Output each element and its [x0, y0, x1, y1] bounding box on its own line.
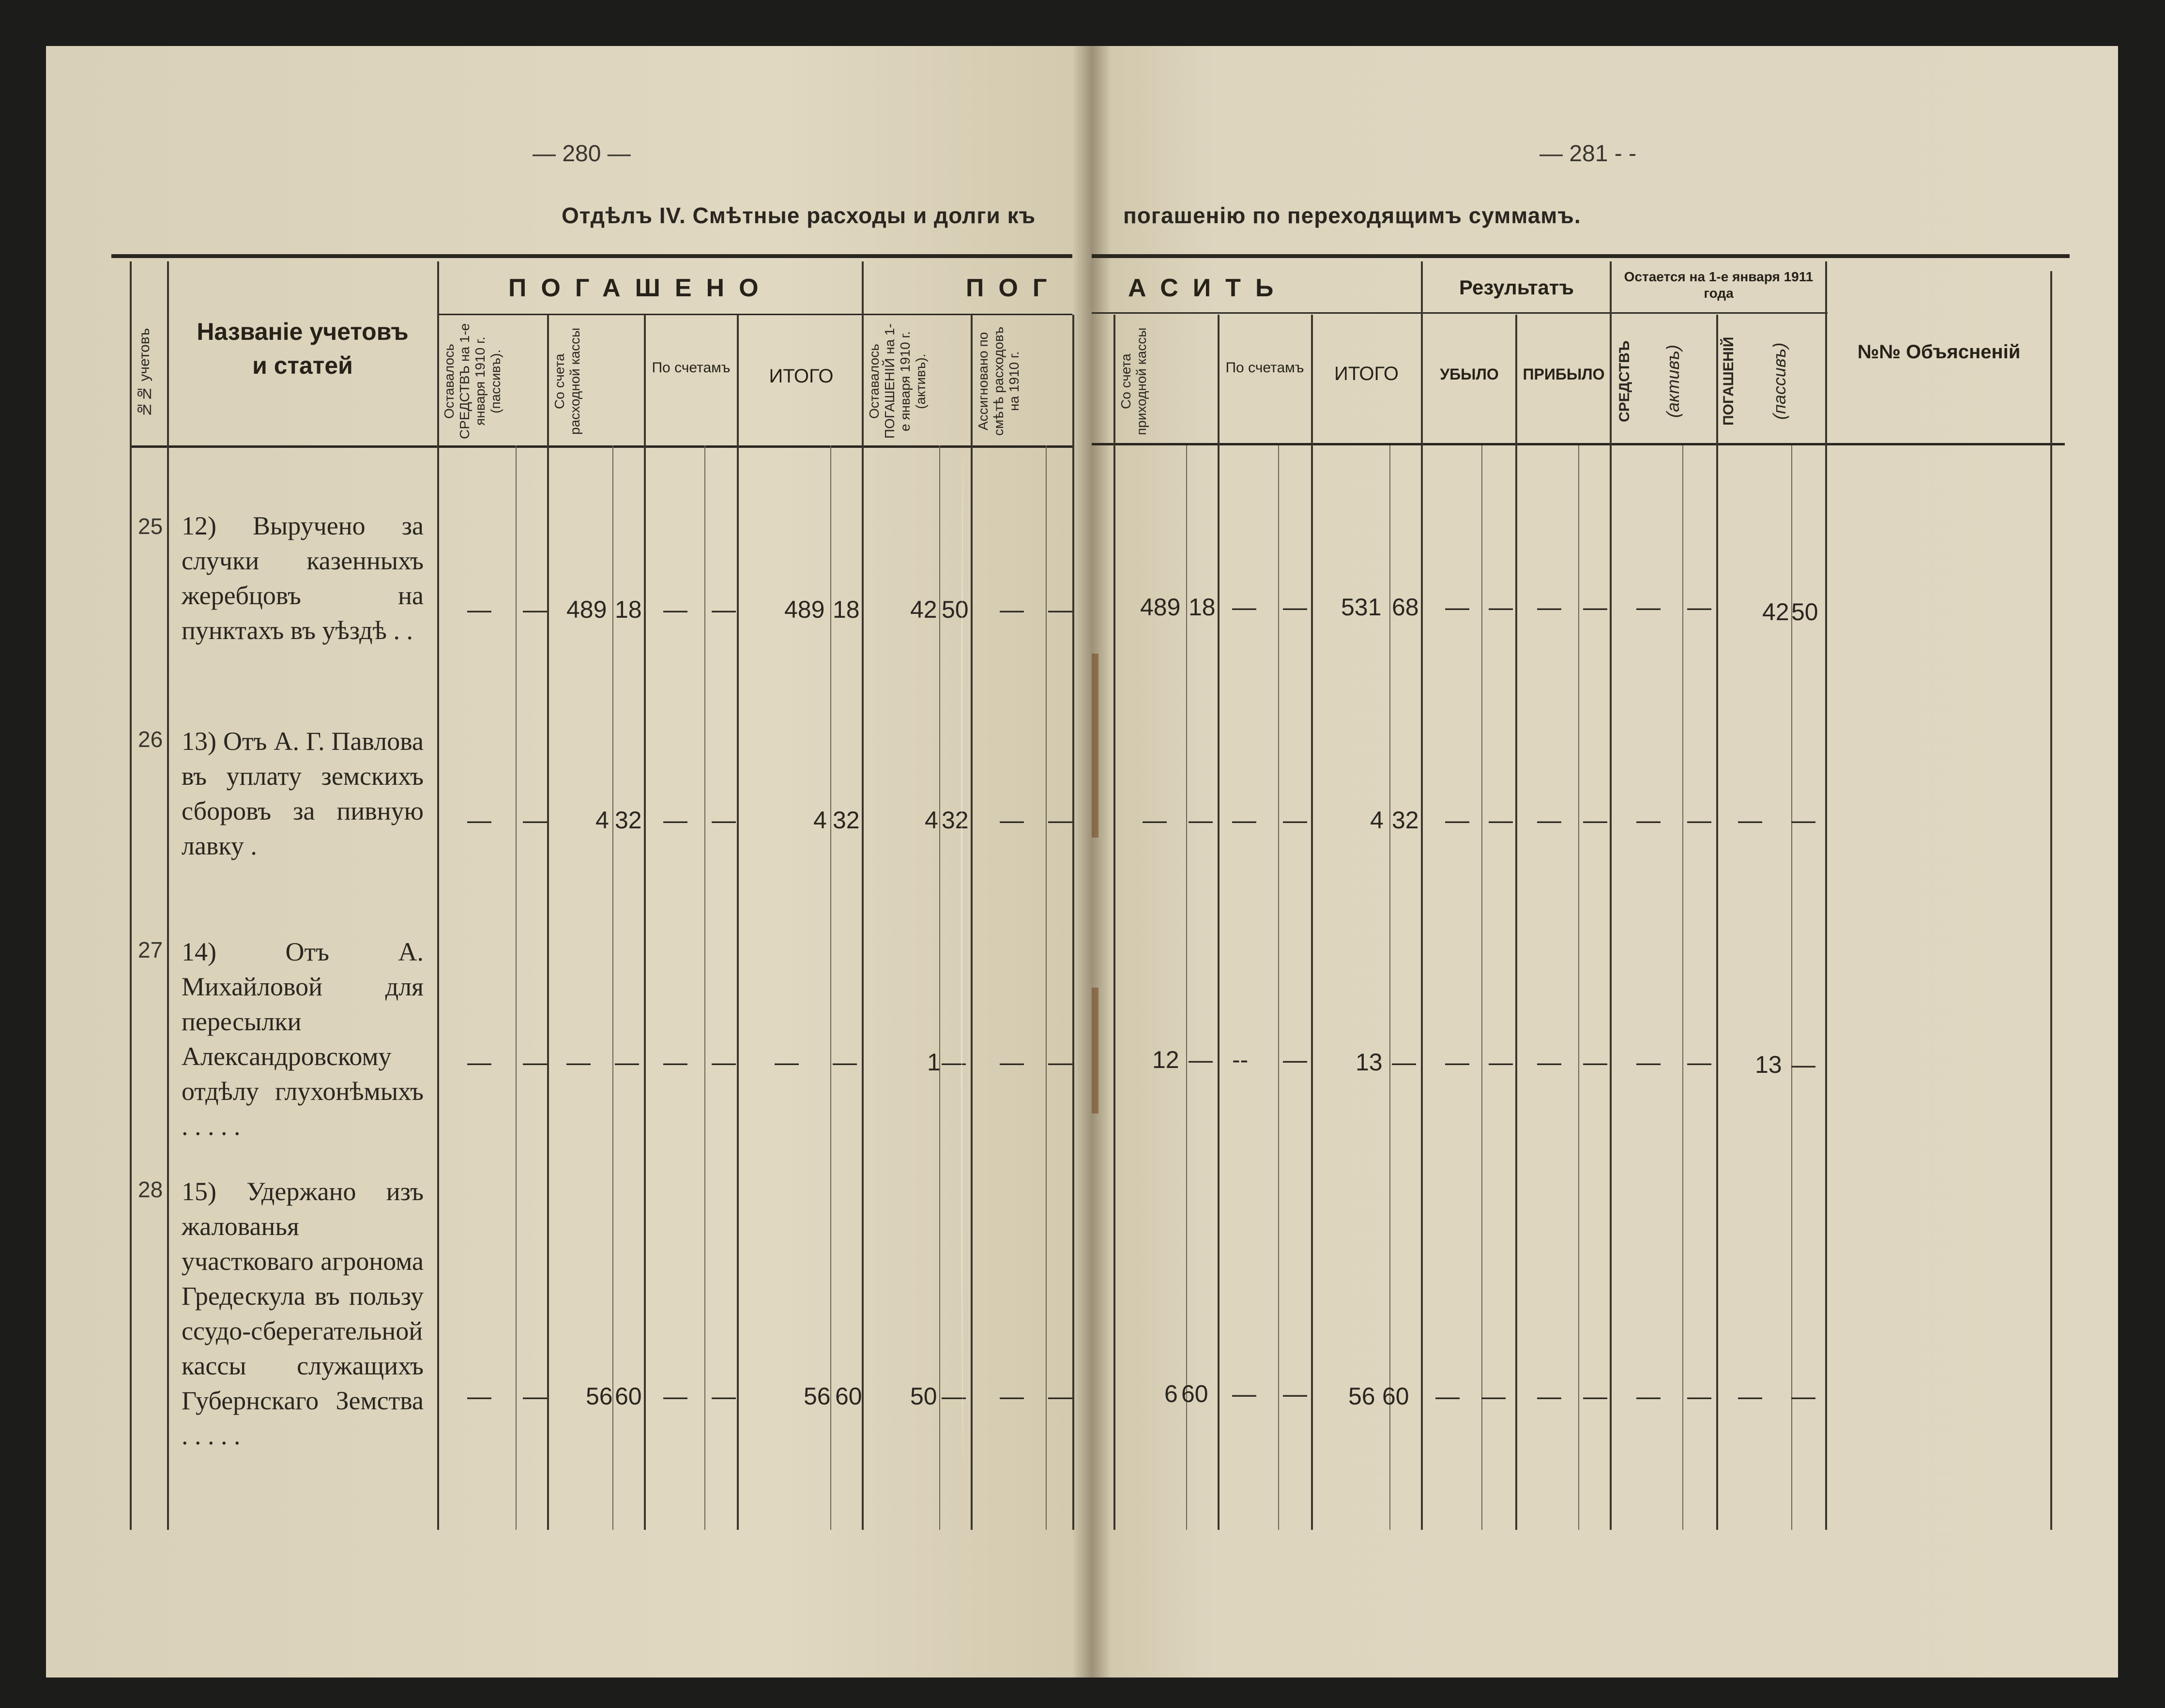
header-so-scheta-prihodnoy: Со счета приходной кассы — [1118, 327, 1149, 435]
col-line — [1515, 315, 1517, 1530]
cell-assign-k: — — [1048, 596, 1072, 623]
table-top-rule-right — [1092, 254, 2070, 258]
kopeck-line — [1389, 445, 1390, 1530]
col-line — [2050, 271, 2052, 1530]
cell-rashod-k: — — [615, 1049, 639, 1076]
cell-sredstv-k: — — [1687, 1383, 1711, 1410]
cell-sredstv-k: — — [1687, 1049, 1711, 1076]
cell-ost-sredstv: — — [467, 1049, 491, 1076]
cell-assign: — — [1000, 1383, 1024, 1410]
cell-pogash: 13 — [1755, 1051, 1782, 1078]
col-line — [1113, 315, 1115, 1530]
cell-r-itogo: 4 — [1370, 807, 1384, 834]
paper-crease — [961, 455, 967, 1462]
cell-r-itogo-k: 60 — [1382, 1383, 1409, 1410]
cell-ost-sredstv: — — [467, 1383, 491, 1410]
col-line — [1218, 315, 1220, 1530]
cell-sredstv-k: — — [1687, 594, 1711, 621]
cell-rashod: 56 — [586, 1383, 613, 1410]
kopeck-line — [516, 445, 517, 1530]
header-bottom-rule-left — [131, 445, 1072, 448]
header-itogo: ИТОГО — [769, 366, 834, 387]
cell-pogash-k: — — [1791, 807, 1815, 834]
cell-ubylo-k: — — [1489, 1049, 1513, 1076]
header-col-num: №№ учетовъ — [137, 328, 152, 418]
col-line — [437, 261, 439, 1530]
cell-pribylo: — — [1537, 807, 1561, 834]
cell-sredstv: — — [1636, 1049, 1661, 1076]
header-col-name-line2: и статей — [252, 352, 353, 379]
col-line — [547, 315, 549, 1530]
header-sredstv-note: (активъ) — [1663, 345, 1683, 418]
header-col-name-line1: Названіе учетовъ — [197, 318, 409, 345]
cell-assign: — — [1000, 596, 1024, 623]
cell-r-itogo: 531 — [1341, 594, 1382, 621]
cell-pribylo-k: — — [1583, 807, 1607, 834]
col-line — [1072, 315, 1074, 1530]
header-pogasheniy-note: (пассивъ) — [1769, 342, 1789, 420]
col-line — [1421, 261, 1423, 1530]
header-so-scheta-rashodnoy: Со счета расходной кассы — [552, 327, 582, 435]
cell-ost-pog-k: — — [942, 1383, 966, 1410]
binding-stain — [1092, 988, 1098, 1113]
cell-ost-sredstv-k: — — [523, 807, 547, 834]
cell-assign: — — [1000, 1049, 1024, 1076]
kopeck-line — [1578, 445, 1579, 1530]
cell-ost-sredstv-k: — — [523, 1049, 547, 1076]
cell-sredstv-k: — — [1687, 807, 1711, 834]
kopeck-line — [704, 445, 705, 1530]
header-r-itogo: ИТОГО — [1334, 363, 1399, 384]
cell-assign-k: — — [1048, 807, 1072, 834]
col-line — [1825, 261, 1827, 1530]
cell-ost-sredstv-k: — — [523, 1383, 547, 1410]
binding-stain — [1092, 654, 1098, 838]
cell-prihod-k: 60 — [1181, 1380, 1208, 1407]
header-group-pogasit-right: АСИТЬ — [1128, 274, 1288, 302]
cell-itogo-k: 18 — [833, 596, 860, 623]
cell-rashod: 4 — [595, 807, 609, 834]
col-line — [130, 261, 132, 1530]
section-title-right: погашенію по переходящимъ суммамъ. — [1123, 203, 1581, 228]
cell-pogash: 42 — [1762, 598, 1789, 625]
cell-pribylo: — — [1537, 1383, 1561, 1410]
cell-assign-k: — — [1048, 1383, 1072, 1410]
header-group-remain: Остается на 1-е января 1911 года — [1624, 269, 1814, 301]
cell-assign: — — [1000, 807, 1024, 834]
header-pribylo: ПРИБЫЛО — [1523, 366, 1605, 383]
header-r-po-schetam: По счетамъ — [1225, 360, 1304, 376]
header-po-schetam: По счетамъ — [652, 360, 731, 376]
kopeck-line — [1186, 445, 1187, 1530]
header-assignovano: Ассигновано по смѣтѣ расходовъ на 1910 г. — [976, 326, 1022, 436]
cell-r-po-schetam: — — [1232, 1380, 1256, 1407]
cell-r-itogo-k: 32 — [1392, 807, 1419, 834]
cell-r-po-schetam: — — [1232, 807, 1256, 834]
cell-pogash: — — [1738, 807, 1762, 834]
header-ostavalos-pogasheniy: Оставалось ПОГАШЕНІЙ на 1-е января 1910 г. (активъ). — [867, 323, 928, 439]
row-description: 14) Отъ А. Михайловой для пересылки Александровскому отдѣлу глухонѣмыхъ . . . . . — [182, 937, 424, 1141]
cell-sredstv: — — [1636, 594, 1661, 621]
cell-pogash-k: — — [1791, 1051, 1815, 1078]
col-line — [737, 315, 739, 1530]
cell-po-schetam-k: — — [712, 1049, 736, 1076]
kopeck-line — [1481, 445, 1482, 1530]
cell-pogash: — — [1738, 1383, 1762, 1410]
cell-pogash-k: — — [1791, 1383, 1815, 1410]
cell-rashod-k: 60 — [615, 1383, 642, 1410]
cell-sredstv: — — [1636, 1383, 1661, 1410]
col-line — [1716, 315, 1718, 1530]
col-line — [167, 261, 169, 1530]
cell-r-po-schetam-k: — — [1283, 1380, 1307, 1407]
col-line — [862, 261, 864, 1530]
section-title-left: Отдѣлъ IV. Смѣтные расходы и долги къ — [562, 203, 1036, 228]
row-description: 13) Отъ А. Г. Павлова въ уплату земскихъ сборовъ за пивную лавку . — [182, 727, 424, 860]
cell-ost-pog: 4 — [925, 807, 938, 834]
cell-itogo-k: 60 — [835, 1383, 862, 1410]
cell-pribylo: — — [1537, 1049, 1561, 1076]
header-group-pogasheno: ПОГАШЕНО — [508, 274, 773, 302]
row-description: 15) Удержано изъ жалованья участковаго агронома Гредескула въ пользу ссудо-сберегательной кассы служащихъ Губернскаго Земства . . . . . — [182, 1177, 424, 1450]
header-ubylo: УБЫЛО — [1440, 366, 1499, 383]
cell-pribylo-k: — — [1583, 594, 1607, 621]
cell-r-itogo: 13 — [1356, 1049, 1383, 1076]
cell-ubylo: — — [1435, 1383, 1460, 1410]
cell-rashod-k: 18 — [615, 596, 642, 623]
cell-ost-pog: 42 — [910, 596, 937, 623]
cell-ost-sredstv-k: — — [523, 596, 547, 623]
header-pogasheniy: ПОГАШЕНІЙ — [1721, 336, 1737, 426]
header-sredstv: СРЕДСТВЪ — [1616, 340, 1632, 422]
col-line — [644, 315, 646, 1530]
cell-prihod: 489 — [1140, 594, 1181, 621]
cell-itogo: — — [775, 1049, 799, 1076]
page-number-right: — 281 - - — [1540, 141, 1637, 167]
cell-prihod-k: — — [1189, 807, 1213, 834]
header-ostavalos-sredstv: Оставалось СРЕДСТВЪ на 1-е января 1910 г. (пассивъ). — [442, 323, 503, 440]
page-number-left: — 280 — — [533, 141, 631, 167]
cell-prihod-k: — — [1189, 1046, 1213, 1073]
cell-prihod: — — [1143, 807, 1167, 834]
cell-ost-sredstv: — — [467, 807, 491, 834]
cell-pogash-k: 50 — [1791, 598, 1818, 625]
cell-po-schetam-k: — — [712, 807, 736, 834]
cell-r-itogo-k: 68 — [1392, 594, 1419, 621]
cell-rashod: — — [566, 1049, 591, 1076]
cell-r-po-schetam-k: — — [1283, 1046, 1307, 1073]
row-number: 26 — [138, 727, 163, 752]
cell-itogo: 489 — [784, 596, 825, 623]
cell-pribylo-k: — — [1583, 1049, 1607, 1076]
cell-ubylo-k: — — [1481, 1383, 1506, 1410]
cell-itogo: 56 — [804, 1383, 831, 1410]
col-line — [1311, 315, 1313, 1530]
cell-prihod: 6 — [1164, 1380, 1178, 1407]
header-group-result: Результатъ — [1459, 276, 1574, 299]
book-gutter — [1072, 46, 1111, 1678]
table-top-rule-left — [111, 254, 1072, 258]
cell-itogo: 4 — [813, 807, 827, 834]
cell-ubylo-k: — — [1489, 594, 1513, 621]
row-number: 28 — [138, 1177, 163, 1202]
cell-ost-pog: 1 — [927, 1049, 941, 1076]
kopeck-line — [939, 445, 940, 1530]
kopeck-line — [1278, 445, 1279, 1530]
row-description: 12) Выручено за случки казенныхъ жеребцовъ на пунктахъ въ уѣздѣ . . — [182, 511, 424, 645]
kopeck-line — [1682, 445, 1683, 1530]
cell-ost-sredstv: — — [467, 596, 491, 623]
cell-ubylo-k: — — [1489, 807, 1513, 834]
cell-itogo-k: — — [833, 1049, 857, 1076]
cell-r-po-schetam: -- — [1232, 1046, 1249, 1073]
group-rule-right — [1092, 312, 1828, 314]
kopeck-line — [612, 445, 613, 1530]
cell-ost-pog: 50 — [910, 1383, 937, 1410]
col-line — [971, 315, 973, 1530]
cell-rashod: 489 — [566, 596, 607, 623]
cell-po-schetam-k: — — [712, 1383, 736, 1410]
cell-pribylo: — — [1537, 594, 1561, 621]
cell-po-schetam: — — [663, 1049, 687, 1076]
kopeck-line — [1046, 445, 1047, 1530]
cell-ost-pog-k: — — [942, 1049, 966, 1076]
cell-prihod-k: 18 — [1189, 594, 1216, 621]
row-number: 27 — [138, 937, 163, 962]
header-group-pogasit-left: ПОГ — [966, 274, 1062, 302]
cell-itogo-k: 32 — [833, 807, 860, 834]
cell-ubylo: — — [1445, 807, 1469, 834]
row-number: 25 — [138, 514, 163, 539]
col-line — [1610, 261, 1612, 1530]
cell-po-schetam: — — [663, 1383, 687, 1410]
cell-po-schetam: — — [663, 807, 687, 834]
cell-ost-pog-k: 50 — [942, 596, 969, 623]
header-col-name — [169, 315, 436, 382]
cell-ubylo: — — [1445, 1049, 1469, 1076]
cell-prihod: 12 — [1152, 1046, 1179, 1073]
cell-po-schetam: — — [663, 596, 687, 623]
cell-r-po-schetam-k: — — [1283, 807, 1307, 834]
group-rule-left — [438, 314, 1072, 315]
cell-r-itogo: 56 — [1348, 1383, 1375, 1410]
cell-r-itogo-k: — — [1392, 1049, 1416, 1076]
cell-sredstv: — — [1636, 807, 1661, 834]
cell-ost-pog-k: 32 — [942, 807, 969, 834]
kopeck-line — [830, 445, 831, 1530]
cell-r-po-schetam-k: — — [1283, 594, 1307, 621]
header-obyasneniy: №№ Объясненій — [1857, 341, 2021, 363]
cell-po-schetam-k: — — [712, 596, 736, 623]
cell-r-po-schetam: — — [1232, 594, 1256, 621]
cell-ubylo: — — [1445, 594, 1469, 621]
cell-pribylo-k: — — [1583, 1383, 1607, 1410]
cell-assign-k: — — [1048, 1049, 1072, 1076]
cell-rashod-k: 32 — [615, 807, 642, 834]
